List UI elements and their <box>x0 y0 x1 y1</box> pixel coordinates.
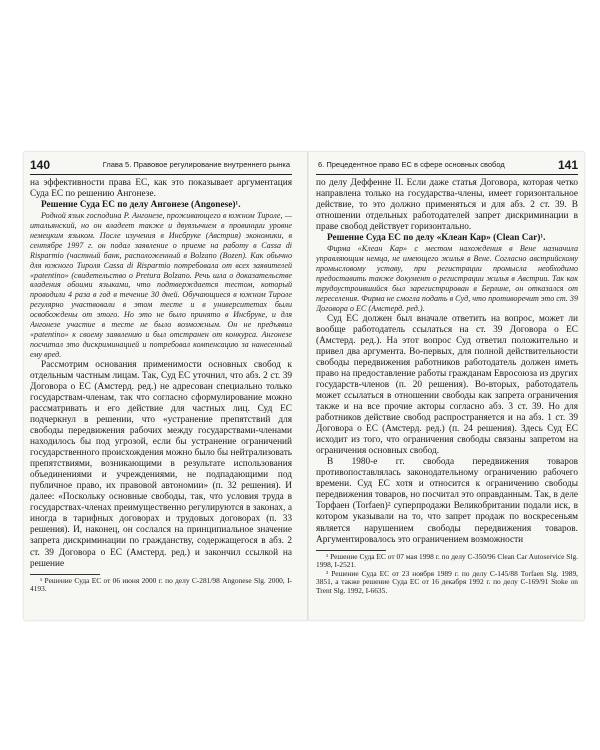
case-summary: Фирма «Клеан Кар» с местом нахождения в Вене назначила управляющим немца, не имеющего жилья в Вене. Согласно австрийскому промысловому уставу, при регистрации промысла необходимо предоставить также документ о регистрации жилья в Австрии. Так как трудоустроившийся был зарегистрирован в Берлине, он отказался от переселения. Фирма не смогла подать в Суд, что противоречит это ст. 39 Договора о ЕС (Амстерд. ред.). <box>316 244 578 313</box>
footnote-rule <box>30 574 100 575</box>
case-heading: Решение Суда ЕС по делу Ангонезе (Angonese)¹. <box>41 200 241 211</box>
book-spread <box>24 152 584 620</box>
book-gutter <box>307 152 309 620</box>
running-header-right <box>316 158 578 175</box>
case-heading: Решение Суда ЕС по делу «Клеан Кар» (Clean Car)¹. <box>327 233 546 244</box>
page-number-right: 141 <box>557 158 578 172</box>
paragraph: В 1980-е гг. свобода передвижения товаров противопоставлялась законодательному ограничению рабочего времени. Суд ЕС хотя и относится к ограничению свободы передвижения товаров, но посчитал это оправданным. Так, в деле Торфаен (Torfaen)² суперпродажи Великобритании подали иск, в котором указывали на то, что запрет продаж по воскресеньям является нарушением свободы передвижения товаров. Аргументировалось это ограничением возможности <box>316 457 578 545</box>
paragraph: на эффективности права ЕС, как это показывает аргументация Суда ЕС по решению Ангонезе. <box>30 178 292 200</box>
right-page-body <box>316 178 578 546</box>
running-head-title-left: Глава 5. Правовое регулирование внутреннего рынка <box>102 160 290 169</box>
running-header-left <box>30 158 292 175</box>
footnote-rule <box>316 550 386 551</box>
paragraph: Суд ЕС должен был вначале ответить на вопрос, может ли вообще работодатель ссылаться на ст. 39 Договора о ЕС (Амстерд. ред.). На этот вопрос Суд ответил положительно и привел два аргумента. Во-первых, для полной действительности свободы передвижения работников работодатель должен иметь право на предоставление работы гражданам Евросоюза из других государств-членов (п. 20 решения). Во-вторых, работодатель может ссылаться в отношении свободы как запрета ограничения также и на все прочие акторы согласно абз. 3 ст. 39. Но для работников действие свобод распространяется и на абз. 1 ст. 39 Договора о ЕС (Амстерд. ред.) (п. 24 решения). Здесь Суд ЕС исходит из того, что ограничения свободы связаны запретом на ограничения основных свобод. <box>316 313 578 457</box>
running-head-title-right: 6. Прецедентное право ЕС в сфере основных свобод <box>318 160 505 169</box>
footnotes-left <box>30 577 292 594</box>
case-summary: Родной язык господина Р. Ангонезе, проживающего в южном Тироле, — итальянский, но он владеет также и двуязычием в провинции уровне немецким языком. После изучения в Инсбруке (Австрия) экономики, в сентябре 1997 г. он подал заявление о приеме на работу в Cassa di Risparmio (частный банк, расположенный в Bolzano (Bozen). Как обычно для южного Тироля Cassa di Risparmio потребовала от всех заявителей «patentino» (свидетельство о Pretura Bolzano. Речь шла о доказательстве владения обоими языками, что подтверждается тестом, который проводили 4 раза в год в течение 30 дней. Обучающиеся в южном Тироле регулярно участвовали в этом тесте и в университетах были освобождены от этого. Но это не было принято в Инсбруке, и для Ангонезе участие в тесте не было возможным. Он не предъявил «patentino» к своему заявлению и был отстранен от конкурса. Ангонезе посчитал это дискриминацией и потребовал компенсацию за нанесенный ему вред. <box>30 211 292 359</box>
footnote: ¹ Решение Суда ЕС от 07 мая 1998 г. по делу С-350/96 Clean Car Autoservice Slg. 1998, I-2521. <box>316 551 578 570</box>
page-number-left: 140 <box>30 158 51 172</box>
footnote: ¹ Решение Суда ЕС от 06 июня 2000 г. по делу С-281/98 Angonese Slg. 2000, I-4193. <box>30 575 292 594</box>
right-page <box>316 158 578 614</box>
paragraph: по делу Деффенне II. Если даже статья Договора, которая четко направлена только на государства-члены, имеет горизонтальное действие, то это должно применяться и для абз. 2 ст. 39. В отношении отдельных работодателей запрет дискриминации в праве свобод действует горизонтально. <box>316 178 578 233</box>
left-page-body <box>30 178 292 570</box>
footnote: ² Решение Суда ЕС от 23 ноября 1989 г. по делу С-145/88 Torfaen Slg. 1989, 3851, а также решение Суда ЕС от 16 декабря 1992 г. по делу С-169/91 Stoke on Trent Slg. 1992, I-6635. <box>316 568 578 595</box>
footnotes-right <box>316 553 578 596</box>
left-page <box>30 158 292 614</box>
paragraph: Рассмотрим основания применимости основных свобод к отдельным частным лицам. Так, Суд ЕС уточнил, что абз. 2 ст. 39 Договора о ЕС (Амстерд. ред.) не адресован специально только государствам-членам, так что согласно сформулирование можно рассматривать и его действие для частных лиц. Суд ЕС подчеркнул в решении, что «устранение препятствий для свободы передвижения рабочих между государствами-членами находилось бы под угрозой, если бы устранение ограничений государственного происхождения можно было бы нейтрализовать препятствиями, возникающими в результате использования объединениями и учреждениями, не подпадающими под публичное право, их правовой автономии» (п. 32 решения). И далее: «Поскольку основные свободы, так, что условия труда в государствах-членах преимущественно регулируются в законах, а иногда в тарифных договорах и трудовых договорах (п. 33 решения). И, наконец, он сослался на принципиальное значение запрета дискриминации по гражданству, содержащегося в абз. 2 ст. 39 Договора о ЕС (Амстерд. ред.) и закончил ссылкой на решение <box>30 359 292 569</box>
